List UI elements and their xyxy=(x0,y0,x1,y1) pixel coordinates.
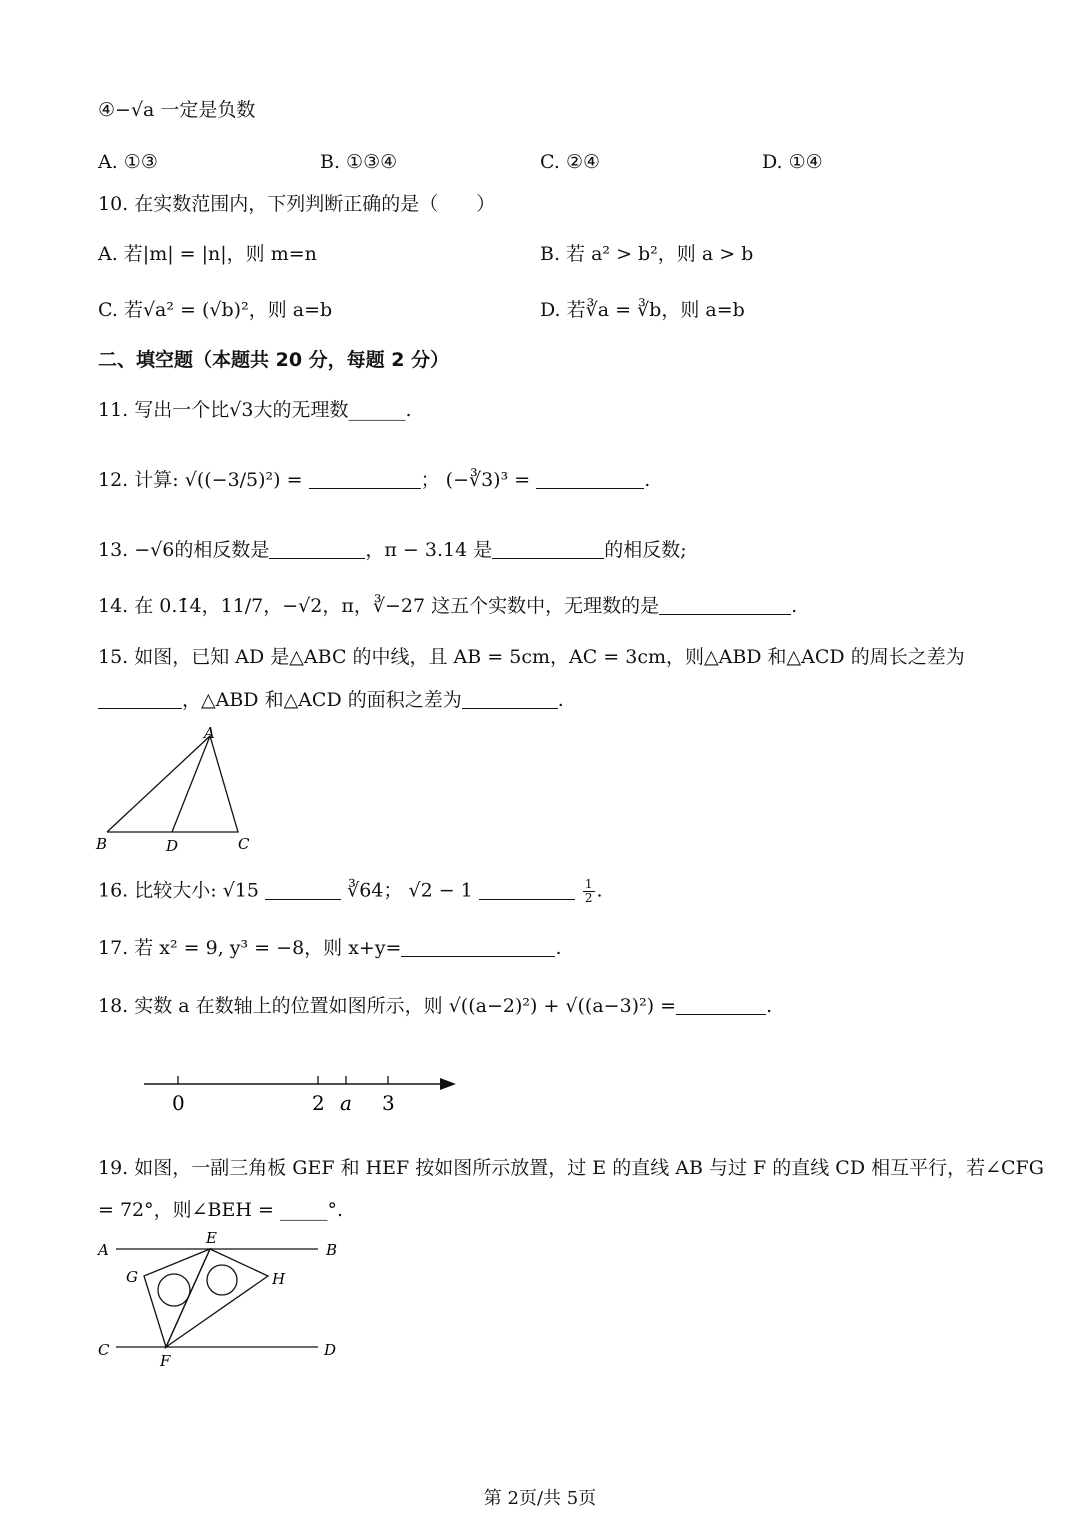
q16-b: ∛64 xyxy=(347,879,384,902)
q16 xyxy=(98,878,603,905)
q12-label: 12. 计算: xyxy=(98,469,179,491)
q14-text: 14. 在 0.1̇4̇，11/7，−√2，π，∛−27 这五个实数中，无理数的是 xyxy=(98,595,660,617)
q9-option-b: B. ①③④ xyxy=(320,151,398,173)
q14-end: . xyxy=(791,595,798,617)
q16-c: √2 − 1 xyxy=(408,879,473,902)
q9-option-a: A. ①③ xyxy=(98,151,158,173)
q15-blank-2[interactable] xyxy=(462,690,558,709)
q17-text: 17. 若 x² = 9, y³ = −8，则 x+y= xyxy=(98,937,402,959)
q19-label-f: F xyxy=(160,1352,171,1370)
q17 xyxy=(98,936,562,960)
q15-line2-mid: ，△ABD 和△ACD 的面积之差为 xyxy=(182,689,462,711)
section-heading-fill-in: 二、填空题（本题共 20 分，每题 2 分） xyxy=(98,349,450,371)
q16-blank-2[interactable] xyxy=(479,881,575,900)
q16-blank-1[interactable] xyxy=(265,881,341,900)
q12 xyxy=(98,468,650,492)
q16-a: √15 xyxy=(222,879,260,902)
q13 xyxy=(98,538,687,562)
q10-option-a: A. 若|m| = |n|，则 m=n xyxy=(98,243,317,265)
q15-label-c: C xyxy=(238,835,250,853)
q12-expr1: √((−3/5)²) = xyxy=(184,469,309,491)
q12-blank-2[interactable] xyxy=(536,470,644,489)
q16-label: 16. 比较大小: xyxy=(98,879,217,902)
q12-end: . xyxy=(644,469,651,491)
q19-label-c: C xyxy=(98,1341,110,1359)
q15-label-a: A xyxy=(204,724,215,742)
q15-triangle-figure xyxy=(90,722,270,857)
q19-line1: 19. 如图，一副三角板 GEF 和 HEF 按如图所示放置，过 E 的直线 AB 与过 F 的直线 CD 相互平行，若∠CFG xyxy=(98,1157,1044,1179)
q15-blank-1[interactable] xyxy=(98,690,182,709)
arrow-right-icon xyxy=(440,1078,456,1090)
q10-stem: 10. 在实数范围内，下列判断正确的是（ ） xyxy=(98,193,496,215)
page-footer: 第 2页/共 5页 xyxy=(483,1488,597,1509)
q18-tick-label-0: 0 xyxy=(172,1091,185,1115)
q13-blank-1[interactable] xyxy=(269,540,365,559)
q10-option-c: C. 若√a² = (√b)²，则 a=b xyxy=(98,299,333,321)
q9-option-d: D. ①④ xyxy=(762,151,823,173)
q13-part1: 13. −√6的相反数是 xyxy=(98,539,270,561)
q13-part3: 的相反数; xyxy=(604,539,687,561)
q17-blank[interactable] xyxy=(401,938,555,957)
q14-blank[interactable] xyxy=(659,596,791,615)
q18-number-line xyxy=(130,1060,470,1120)
q16-sep: ； xyxy=(383,879,403,902)
q16-fraction: $\frac{1}{2}$ xyxy=(584,877,593,905)
q15-line1: 15. 如图，已知 AD 是△ABC 的中线，且 AB = 5cm，AC = 3cm，则△ABD 和△ACD 的周长之差为 xyxy=(98,646,965,668)
q13-part2: ，π − 3.14 是 xyxy=(365,539,493,561)
q15-label-d: D xyxy=(166,837,179,855)
q19-line2: = 72°，则∠BEH = _____°. xyxy=(98,1199,343,1221)
q13-blank-2[interactable] xyxy=(492,540,604,559)
q17-end: . xyxy=(555,937,562,959)
q19-label-d: D xyxy=(324,1341,337,1359)
q19-triangles-figure xyxy=(90,1228,360,1373)
q11: 11. 写出一个比√3大的无理数______. xyxy=(98,399,412,421)
q19-label-g: G xyxy=(126,1268,138,1286)
q12-expr2: (−∛3)³ = xyxy=(445,469,537,491)
q10-option-d: D. 若∛a = ∛b，则 a=b xyxy=(540,299,745,321)
q15-line2 xyxy=(98,688,564,712)
q16-end: . xyxy=(596,879,603,902)
q18-end: . xyxy=(766,995,773,1017)
q18-tick-label-3: 3 xyxy=(382,1091,395,1115)
q12-sep: ； xyxy=(420,469,440,491)
q18-tick-label-a: a xyxy=(340,1091,352,1115)
q19-label-e: E xyxy=(206,1229,217,1247)
q18 xyxy=(98,994,772,1018)
q18-blank[interactable] xyxy=(676,996,766,1015)
q12-blank-1[interactable] xyxy=(309,470,421,489)
q19-label-b: B xyxy=(326,1241,338,1259)
q9-item4: ④−√a 一定是负数 xyxy=(98,99,256,121)
q15-line2-end: . xyxy=(557,689,564,711)
q14 xyxy=(98,594,797,618)
q19-label-a: A xyxy=(98,1241,109,1259)
q18-tick-label-2: 2 xyxy=(312,1091,325,1115)
q15-label-b: B xyxy=(96,835,108,853)
q9-option-c: C. ②④ xyxy=(540,151,601,173)
q10-option-b: B. 若 a² > b²，则 a > b xyxy=(540,243,754,265)
q19-label-h: H xyxy=(272,1270,286,1288)
q18-text: 18. 实数 a 在数轴上的位置如图所示，则 √((a−2)²) + √((a−3)²) = xyxy=(98,995,677,1017)
